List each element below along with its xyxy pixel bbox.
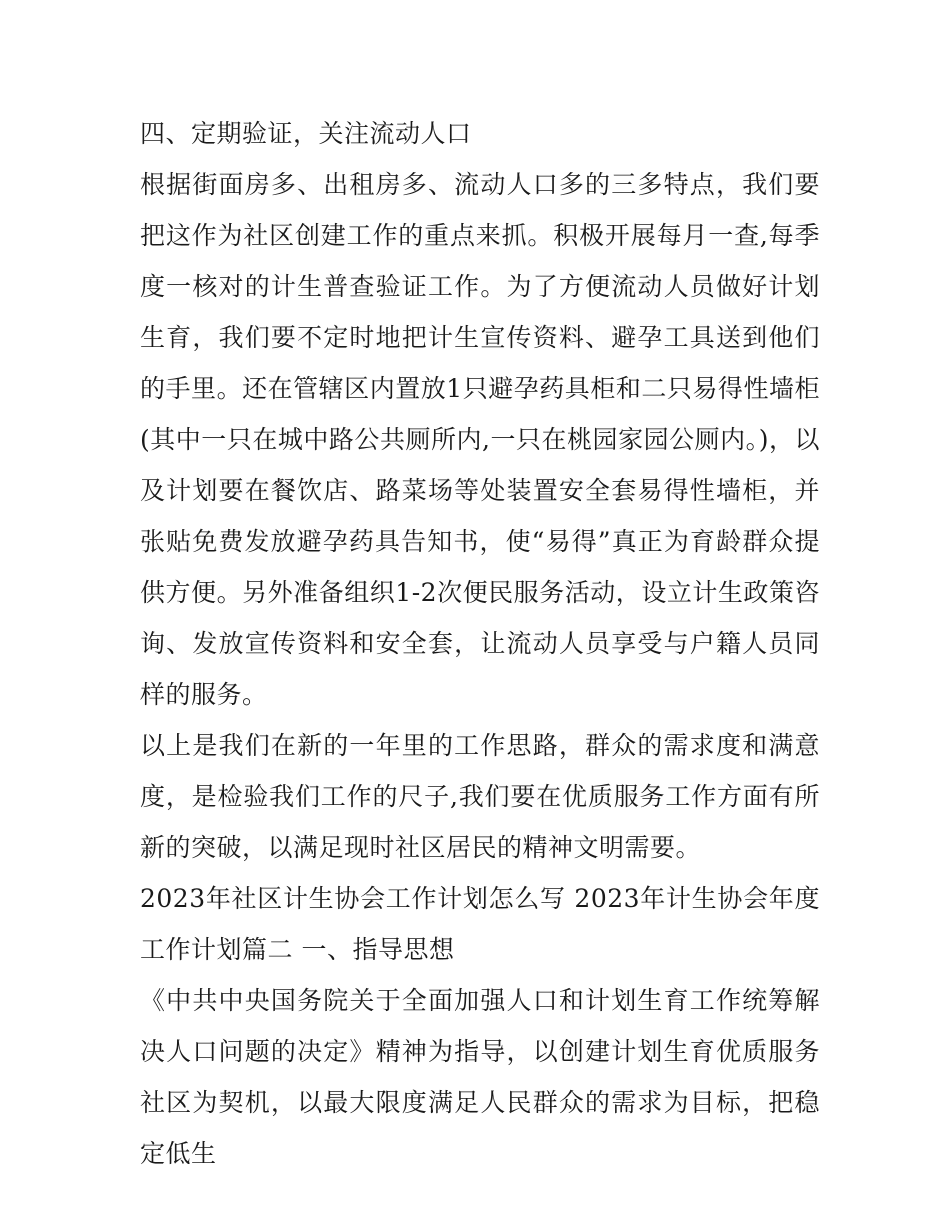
body-paragraph: 《中共中央国务院关于全面加强人口和计划生育工作统筹解决人口问题的决定》精神为指导，以创建计划生育优质服务社区为契机，以最大限度满足人民群众的需求为目标，把稳定低生 — [140, 986, 820, 1168]
body-paragraph: 以上是我们在新的一年里的工作思路，群众的需求度和满意度，是检验我们工作的尺子,我们要在优质服务工作方面有所新的突破，以满足现时社区居民的精神文明需要。 — [140, 731, 820, 862]
body-paragraph: 根据街面房多、出租房多、流动人口多的三多特点，我们要把这作为社区创建工作的重点来抓。积极开展每月一查,每季度一核对的计生普查验证工作。为了方便流动人员做好计划生育，我们要不定时地把计生宣传资料、避孕工具送到他们的手里。还在管辖区内置放1只避孕药具柜和二只易得性墙柜(其中一只在城中路公共厕所内,一只在桃园家园公厕内。)，以及计划要在餐饮店、路菜场等处装置安全套易得性墙柜，并张贴免费发放避孕药具告知书，使“易得”真正为育龄群众提供方便。另外准备组织1-2次便民服务活动，设立计生政策咨询、发放宣传资料和安全套，让流动人员享受与户籍人员同样的服务。 — [140, 170, 820, 709]
section-heading: 四、定期验证，关注流动人口 — [140, 119, 472, 148]
section-heading: 2023年社区计生协会工作计划怎么写 2023年计生协会年度工作计划篇二 一、指导思想 — [140, 884, 820, 964]
document-body — [140, 108, 820, 1179]
